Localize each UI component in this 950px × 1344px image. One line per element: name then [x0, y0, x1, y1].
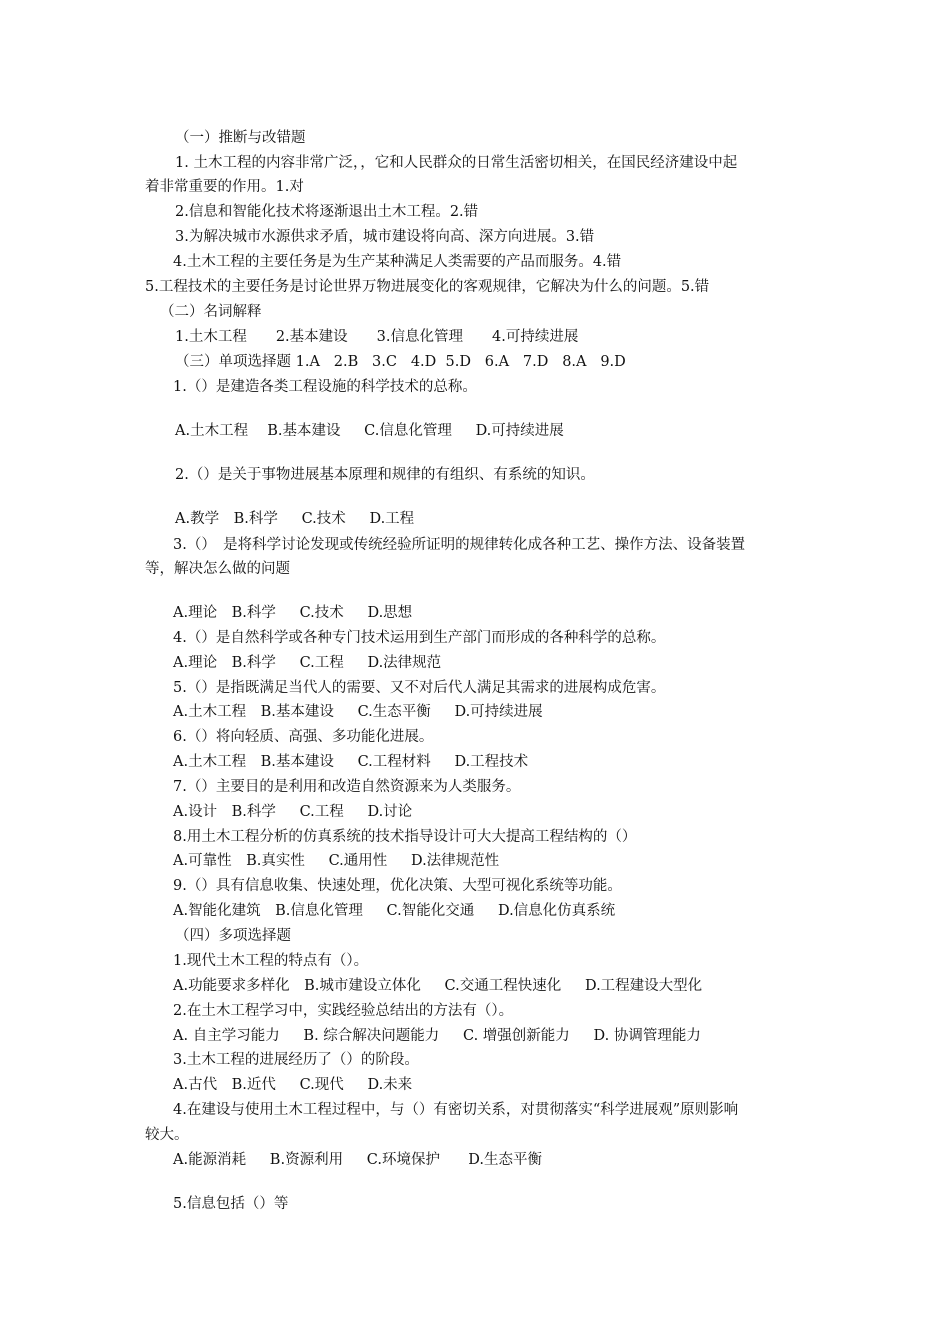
question-text: 4.在建设与使用土木工程过程中，与（）有密切关系，对贯彻落实“科学进展观”原则影响 [173, 1102, 739, 1118]
section-heading-terms: （二）名词解释 [160, 304, 262, 320]
answer-options: A.智能化建筑 B.信息化管理 C.智能化交通 D.信息化仿真系统 [173, 903, 616, 919]
question-text: 较大。 [145, 1127, 189, 1143]
question-text: 4.土木工程的主要任务是为生产某种满足人类需要的产品而服务。4.错 [173, 254, 622, 270]
answer-options: A.功能要求多样化 B.城市建设立体化 C.交通工程快速化 D.工程建设大型化 [173, 978, 703, 994]
answer-options: A.能源消耗 B.资源利用 C.环境保护 D.生态平衡 [173, 1152, 543, 1168]
question-text: 9.（）具有信息收集、快速处理，优化决策、大型可视化系统等功能。 [173, 878, 622, 894]
question-text: 3.为解决城市水源供求矛盾，城市建设将向高、深方向进展。3.错 [175, 229, 595, 245]
answer-options: A.土木工程 B.基本建设 C.工程材料 D.工程技术 [173, 754, 529, 770]
question-text: 2.在土木工程学习中，实践经验总结出的方法有（）。 [173, 1003, 514, 1019]
answer-options: A.理论 B.科学 C.工程 D.法律规范 [173, 655, 442, 671]
answer-options: A.土木工程 B.基本建设 C.生态平衡 D.可持续进展 [173, 704, 543, 720]
section-heading-judgement: （一）推断与改错题 [175, 130, 306, 146]
question-text: 2.信息和智能化技术将逐渐退出土木工程。2.错 [175, 204, 479, 220]
answer-options: A.古代 B.近代 C.现代 D.未来 [173, 1077, 413, 1093]
question-text: 5.工程技术的主要任务是讨论世界万物进展变化的客观规律，它解决为什么的问题。5.错 [145, 279, 710, 295]
answer-options: A.教学 B.科学 C.技术 D.工程 [175, 511, 415, 527]
question-text: 1.现代土木工程的特点有（）。 [173, 953, 369, 969]
question-text: 5.信息包括（）等 [173, 1196, 289, 1212]
answer-options: A.理论 B.科学 C.技术 D.思想 [173, 605, 413, 621]
question-text: 2.（）是关于事物进展基本原理和规律的有组织、有系统的知识。 [175, 467, 595, 483]
question-text: 1. 土木工程的内容非常广泛，，它和人民群众的日常生活密切相关，在国民经济建设中起 [175, 155, 738, 171]
answer-options: A.土木工程 B.基本建设 C.信息化管理 D.可持续进展 [175, 423, 564, 439]
question-text: 1.（）是建造各类工程设施的科学技术的总称。 [173, 379, 477, 395]
section-heading-single-choice: （三）单项选择题 1.A 2.B 3.C 4.D 5.D 6.A 7.D 8.A 9.D [175, 354, 626, 370]
section-heading-multi-choice: （四）多项选择题 [175, 928, 291, 944]
question-text: 3.（） 是将科学讨论发现或传统经验所证明的规律转化成各种工艺、操作方法、设备装置 [173, 537, 746, 553]
answer-options: A.可靠性 B.真实性 C.通用性 D.法律规范性 [173, 853, 500, 869]
term-list: 1.土木工程 2.基本建设 3.信息化管理 4.可持续进展 [175, 329, 579, 345]
answer-options: A. 自主学习能力 B. 综合解决问题能力 C. 增强创新能力 D. 协调管理能力 [173, 1028, 701, 1044]
question-text: 5.（）是指既满足当代人的需要、又不对后代人满足其需求的进展构成危害。 [173, 680, 666, 696]
question-text: 4.（）是自然科学或各种专门技术运用到生产部门而形成的各种科学的总称。 [173, 630, 666, 646]
question-text: 3.土木工程的进展经历了（）的阶段。 [173, 1052, 419, 1068]
answer-options: A.设计 B.科学 C.工程 D.讨论 [173, 804, 413, 820]
question-text: 7.（）主要目的是利用和改造自然资源来为人类服务。 [173, 779, 521, 795]
question-text: 6.（）将向轻质、高强、多功能化进展。 [173, 729, 434, 745]
question-text: 等，解决怎么做的问题 [145, 561, 290, 577]
question-text: 着非常重要的作用。1.对 [145, 179, 304, 195]
question-text: 8.用土木工程分析的仿真系统的技术指导设计可大大提高工程结构的（） [173, 829, 637, 845]
